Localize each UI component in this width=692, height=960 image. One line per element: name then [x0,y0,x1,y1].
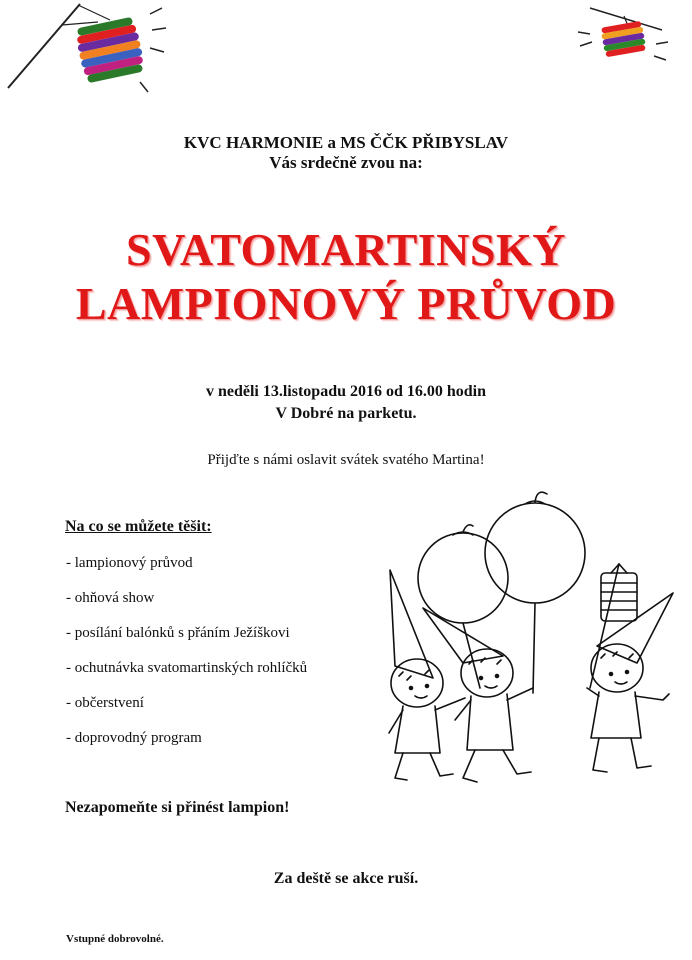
organizer-name: KVC HARMONIE a MS ČČK PŘIBYSLAV [183,133,509,152]
event-place: V Dobré na parketu. [275,405,417,422]
title-line-1: SVATOMARTINSKÝ [126,224,566,275]
invitation-line: Vás srdečně zvou na: [269,153,423,172]
list-item: - občerstvení [66,695,144,711]
invite-text: Přijďte s námi oslavit svátek svatého Martina! [207,452,485,468]
list-item: - ochutnávka svatomartinských rohlíčků [66,660,308,676]
rain-note: Za deště se akce ruší. [273,870,419,887]
children-lanterns-illustration [385,488,685,798]
list-item: - doprovodný program [66,730,202,746]
program-heading: Na co se můžete těšit: [65,518,212,535]
list-item: - ohňová show [66,590,155,606]
lantern-left-icon [0,0,170,100]
list-item: - lampionový průvod [66,555,193,571]
lantern-right-icon [570,2,690,72]
entry-note: Vstupné dobrovolné. [66,933,164,945]
list-item: - posílání balónků s přáním Ježíškovi [66,625,290,641]
event-date: v neděli 13.listopadu 2016 od 16.00 hodin [205,383,487,400]
reminder-text: Nezapomeňte si přinést lampion! [65,799,290,816]
title-line-2: LAMPIONOVÝ PRŮVOD [75,278,617,329]
organizer-heading [0,133,692,173]
event-time [0,381,692,425]
